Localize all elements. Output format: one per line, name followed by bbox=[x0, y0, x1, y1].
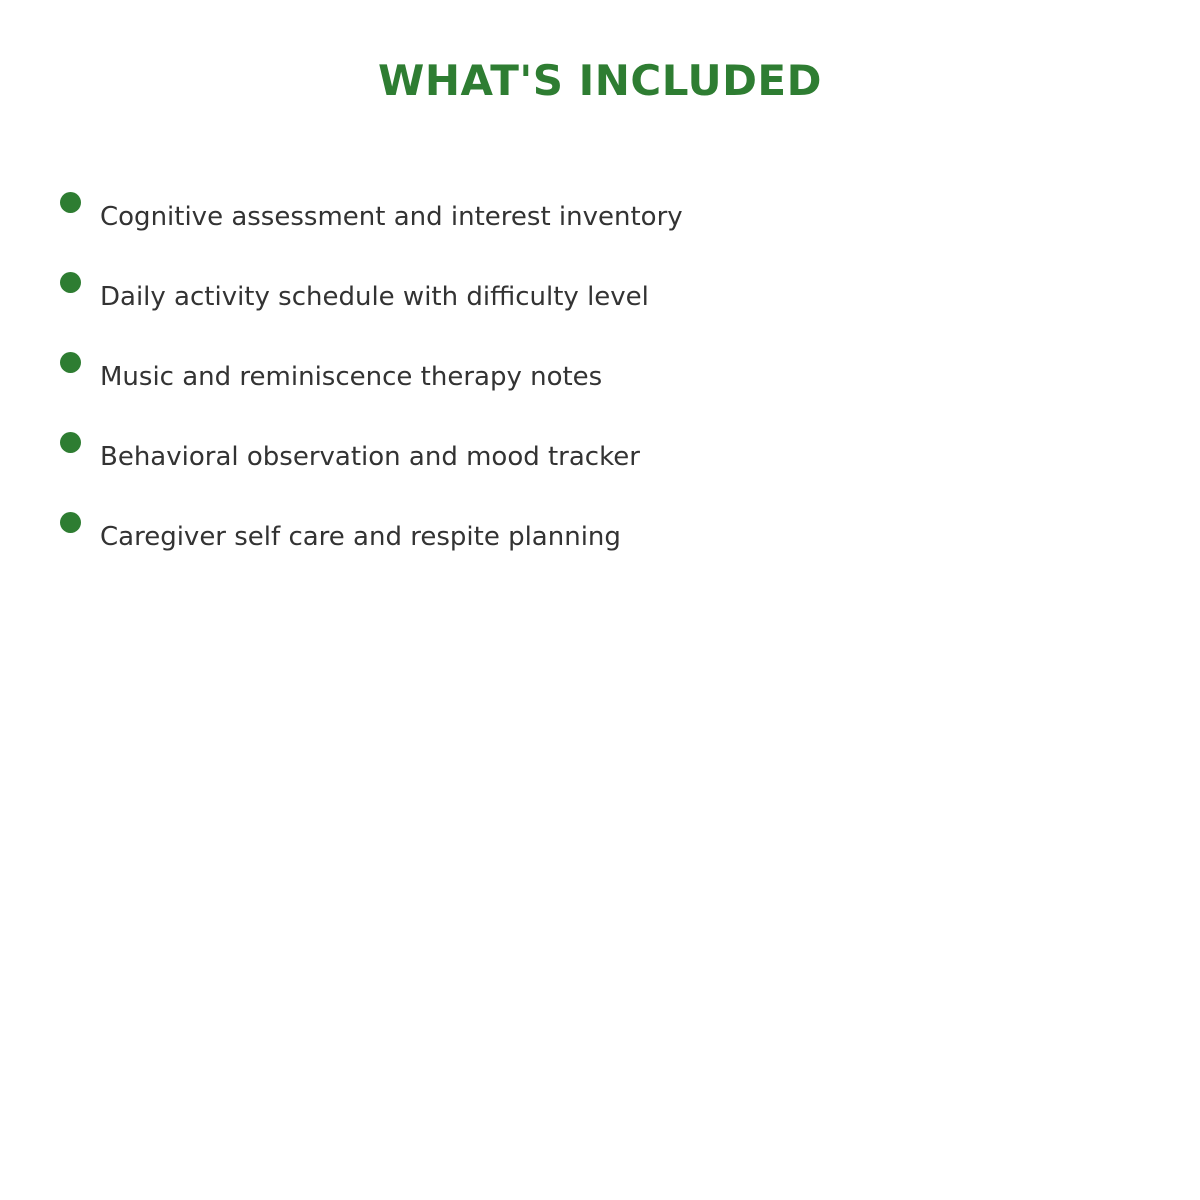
page-title: WHAT'S INCLUDED bbox=[378, 56, 822, 105]
feature-label: Cognitive assessment and interest inventory bbox=[100, 202, 683, 232]
feature-label: Daily activity schedule with difficulty level bbox=[100, 282, 649, 312]
bullet-icon bbox=[60, 272, 81, 293]
bullet-icon bbox=[60, 432, 81, 453]
bullet-icon bbox=[60, 512, 81, 533]
feature-label: Behavioral observation and mood tracker bbox=[100, 442, 640, 472]
feature-label: Caregiver self care and respite planning bbox=[100, 522, 621, 552]
bullet-icon bbox=[60, 192, 81, 213]
bullet-icon bbox=[60, 352, 81, 373]
feature-label: Music and reminiscence therapy notes bbox=[100, 362, 603, 392]
